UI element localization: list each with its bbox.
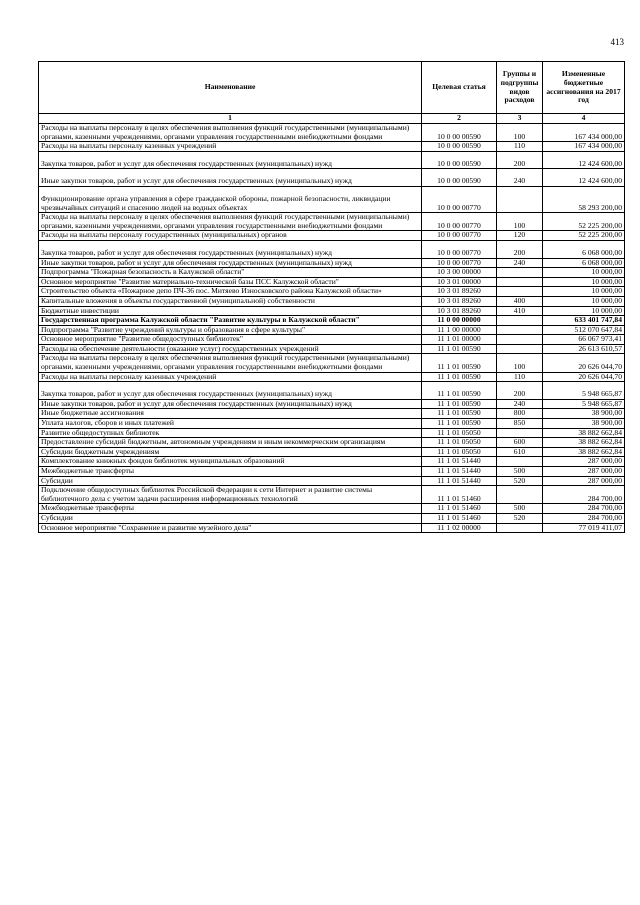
row-name: Иные закупки товаров, работ и услуг для обеспечения государственных (муниципальных) нужд	[39, 169, 422, 187]
row-name: Расходы на выплаты персоналу государственных (муниципальных) органов	[39, 231, 422, 241]
row-group: 100	[497, 354, 543, 372]
row-amount: 287 000,00	[543, 457, 625, 467]
row-amount: 5 948 665,87	[543, 399, 625, 409]
row-name: Предоставление субсидий бюджетным, автономным учреждениям и иным некоммерческим организациям	[39, 438, 422, 448]
row-amount: 5 948 665,87	[543, 382, 625, 400]
row-code: 10 0 00 00770	[422, 240, 497, 258]
row-amount: 20 626 044,70	[543, 354, 625, 372]
row-code: 10 3 01 00000	[422, 277, 497, 287]
row-code: 10 3 01 89260	[422, 296, 497, 306]
row-amount: 38 900,00	[543, 409, 625, 419]
row-code: 11 1 01 05050	[422, 428, 497, 438]
row-name: Субсидии бюджетным учреждениям	[39, 447, 422, 457]
row-code: 11 1 01 51460	[422, 486, 497, 504]
table-row	[39, 151, 625, 169]
row-code: 11 0 00 00000	[422, 316, 497, 326]
row-group: 610	[497, 447, 543, 457]
row-group: 600	[497, 438, 543, 448]
table-row	[39, 277, 625, 287]
row-group: 800	[497, 409, 543, 419]
row-code: 11 1 01 00590	[422, 382, 497, 400]
row-name: Подключение общедоступных библиотек Российской Федерации к сети Интернет и развитие системы библиотечного дела с учетом задачи расширения информационных технологий	[39, 486, 422, 504]
row-code: 11 1 01 51440	[422, 476, 497, 486]
row-code: 10 3 00 00000	[422, 268, 497, 278]
row-amount: 167 434 000,00	[543, 142, 625, 152]
row-name: Закупка товаров, работ и услуг для обеспечения государственных (муниципальных) нужд	[39, 382, 422, 400]
row-name: Развитие общедоступных библиотек	[39, 428, 422, 438]
row-code: 11 1 01 05050	[422, 438, 497, 448]
row-name: Строительство объекта «Пожарное депо ПЧ-36 пос. Митяево Износковского района Калужской области»	[39, 287, 422, 297]
row-name: Функционирование органа управления в сфере гражданской обороны, пожарной безопасности, ликвидации чрезвычайных ситуаций и спасению людей на водных объектах	[39, 186, 422, 212]
row-amount: 20 626 044,70	[543, 372, 625, 382]
table-row	[39, 504, 625, 514]
row-amount: 12 424 600,00	[543, 169, 625, 187]
table-row	[39, 296, 625, 306]
row-group	[497, 186, 543, 212]
row-name: Основное мероприятие "Развитие общедоступных библиотек"	[39, 335, 422, 345]
table-row	[39, 409, 625, 419]
row-amount: 58 293 200,00	[543, 186, 625, 212]
table-row	[39, 325, 625, 335]
row-group	[497, 523, 543, 533]
row-amount: 12 424 600,00	[543, 151, 625, 169]
row-name: Капитальные вложения в объекты государственной (муниципальной) собственности	[39, 296, 422, 306]
table-row	[39, 268, 625, 278]
row-amount: 38 900,00	[543, 419, 625, 429]
row-group	[497, 457, 543, 467]
header-name: Наименование	[39, 62, 422, 114]
row-name: Расходы на выплаты персоналу в целях обеспечения выполнения функций государственными (муниципальными) органами, казенными учреждениями, органами управления государственными внебюджетными фондами	[39, 124, 422, 142]
table-row	[39, 399, 625, 409]
row-group	[497, 486, 543, 504]
row-group: 520	[497, 513, 543, 523]
column-index: 3	[497, 114, 543, 124]
row-code: 11 1 01 00590	[422, 399, 497, 409]
row-code: 10 0 00 00590	[422, 151, 497, 169]
row-amount: 287 000,00	[543, 476, 625, 486]
table-row	[39, 316, 625, 326]
row-group: 100	[497, 213, 543, 231]
budget-table	[38, 61, 625, 533]
table-row	[39, 354, 625, 372]
row-name: Иные бюджетные ассигнования	[39, 409, 422, 419]
row-code: 10 0 00 00770	[422, 213, 497, 231]
row-name: Межбюджетные трансферты	[39, 467, 422, 477]
row-name: Государственная программа Калужской области "Развитие культуры в Калужской области"	[39, 316, 422, 326]
page-number: 413	[610, 37, 624, 47]
row-name: Расходы на выплаты персоналу в целях обеспечения выполнения функций государственными (муниципальными) органами, казенными учреждениями, органами управления государственными внебюджетными фондами	[39, 354, 422, 372]
row-amount: 10 000,00	[543, 277, 625, 287]
row-code: 11 1 01 51440	[422, 457, 497, 467]
row-code: 11 1 01 00000	[422, 335, 497, 345]
row-code: 10 0 00 00770	[422, 186, 497, 212]
row-group	[497, 428, 543, 438]
row-group: 200	[497, 382, 543, 400]
table-row	[39, 419, 625, 429]
row-name: Расходы на выплаты персоналу казенных учреждений	[39, 372, 422, 382]
table-row	[39, 447, 625, 457]
row-amount: 287 000,00	[543, 467, 625, 477]
row-group: 200	[497, 151, 543, 169]
row-name: Закупка товаров, работ и услуг для обеспечения государственных (муниципальных) нужд	[39, 151, 422, 169]
row-amount: 52 225 200,00	[543, 231, 625, 241]
row-amount: 10 000,00	[543, 268, 625, 278]
column-index-row	[39, 114, 625, 124]
row-group: 240	[497, 169, 543, 187]
row-group: 240	[497, 258, 543, 268]
row-group: 110	[497, 372, 543, 382]
table-row	[39, 142, 625, 152]
table-row	[39, 428, 625, 438]
row-amount: 52 225 200,00	[543, 213, 625, 231]
table-row	[39, 513, 625, 523]
row-group: 120	[497, 231, 543, 241]
row-code: 10 0 00 00590	[422, 142, 497, 152]
row-code: 11 1 01 51460	[422, 504, 497, 514]
row-name: Расходы на выплаты персоналу казенных учреждений	[39, 142, 422, 152]
table-row	[39, 169, 625, 187]
row-group	[497, 325, 543, 335]
row-name: Иные закупки товаров, работ и услуг для обеспечения государственных (муниципальных) нужд	[39, 258, 422, 268]
row-group: 240	[497, 399, 543, 409]
table-row	[39, 335, 625, 345]
row-amount: 633 401 747,84	[543, 316, 625, 326]
row-name: Основное мероприятие "Сохранение и развитие музейного дела"	[39, 523, 422, 533]
row-group: 410	[497, 306, 543, 316]
table-row	[39, 457, 625, 467]
row-amount: 284 700,00	[543, 513, 625, 523]
row-group	[497, 344, 543, 354]
row-amount: 167 434 000,00	[543, 124, 625, 142]
row-code: 11 1 00 00000	[422, 325, 497, 335]
row-name: Субсидии	[39, 476, 422, 486]
row-amount: 38 882 662,84	[543, 447, 625, 457]
row-amount: 26 613 610,57	[543, 344, 625, 354]
table-row	[39, 486, 625, 504]
row-group	[497, 287, 543, 297]
header-group: Группы и подгруппы видов расходов	[497, 62, 543, 114]
row-amount: 38 882 662,84	[543, 438, 625, 448]
row-group	[497, 316, 543, 326]
table-row	[39, 231, 625, 241]
row-name: Расходы на выплаты персоналу в целях обеспечения выполнения функций государственными (муниципальными) органами, казенными учреждениями, органами управления государственными внебюджетными фондами	[39, 213, 422, 231]
header-code: Целевая статья	[422, 62, 497, 114]
table-row	[39, 344, 625, 354]
column-index: 4	[543, 114, 625, 124]
row-name: Иные закупки товаров, работ и услуг для обеспечения государственных (муниципальных) нужд	[39, 399, 422, 409]
row-group: 200	[497, 240, 543, 258]
row-amount: 284 700,00	[543, 486, 625, 504]
row-amount: 38 882 662,84	[543, 428, 625, 438]
row-amount: 77 019 411,07	[543, 523, 625, 533]
table-row	[39, 438, 625, 448]
row-name: Субсидии	[39, 513, 422, 523]
row-group: 110	[497, 142, 543, 152]
table-row	[39, 523, 625, 533]
row-code: 11 1 01 00590	[422, 419, 497, 429]
row-name: Бюджетные инвестиции	[39, 306, 422, 316]
row-code: 10 0 00 00770	[422, 258, 497, 268]
row-name: Подпрограмма "Развитие учреждений культуры и образования в сфере культуры"	[39, 325, 422, 335]
row-group: 500	[497, 504, 543, 514]
row-amount: 6 068 000,00	[543, 258, 625, 268]
table-row	[39, 213, 625, 231]
row-amount: 66 067 973,41	[543, 335, 625, 345]
table-row	[39, 476, 625, 486]
table-row	[39, 240, 625, 258]
table-row	[39, 186, 625, 212]
row-code: 11 1 01 05050	[422, 447, 497, 457]
row-name: Подпрограмма "Пожарная безопасность в Калужской области"	[39, 268, 422, 278]
table-row	[39, 258, 625, 268]
row-name: Межбюджетные трансферты	[39, 504, 422, 514]
row-name: Основное мероприятие "Развитие материально-технической базы ПСС Калужской области"	[39, 277, 422, 287]
row-name: Закупка товаров, работ и услуг для обеспечения государственных (муниципальных) нужд	[39, 240, 422, 258]
table-row	[39, 306, 625, 316]
row-group: 500	[497, 467, 543, 477]
row-group: 850	[497, 419, 543, 429]
column-index: 1	[39, 114, 422, 124]
row-amount: 284 700,00	[543, 504, 625, 514]
row-group	[497, 268, 543, 278]
row-group	[497, 335, 543, 345]
row-group: 520	[497, 476, 543, 486]
header-amount: Измененные бюджетные ассигнования на 2017 год	[543, 62, 625, 114]
row-code: 11 1 01 00590	[422, 372, 497, 382]
row-code: 11 1 01 51440	[422, 467, 497, 477]
table-row	[39, 287, 625, 297]
row-code: 10 3 01 89260	[422, 287, 497, 297]
row-code: 11 1 01 00590	[422, 409, 497, 419]
column-index: 2	[422, 114, 497, 124]
row-amount: 6 068 000,00	[543, 240, 625, 258]
table-row	[39, 467, 625, 477]
row-group: 400	[497, 296, 543, 306]
row-name: Расходы на обеспечение деятельности (оказание услуг) государственных учреждений	[39, 344, 422, 354]
row-code: 10 3 01 89260	[422, 306, 497, 316]
row-name: Комплектование книжных фондов библиотек муниципальных образований	[39, 457, 422, 467]
row-amount: 512 070 647,84	[543, 325, 625, 335]
row-amount: 10 000,00	[543, 296, 625, 306]
row-code: 11 1 01 51460	[422, 513, 497, 523]
row-group	[497, 277, 543, 287]
table-row	[39, 124, 625, 142]
row-group: 100	[497, 124, 543, 142]
row-name: Уплата налогов, сборов и иных платежей	[39, 419, 422, 429]
table-row	[39, 382, 625, 400]
table-row	[39, 372, 625, 382]
row-code: 11 1 02 00000	[422, 523, 497, 533]
row-amount: 10 000,00	[543, 287, 625, 297]
row-amount: 10 000,00	[543, 306, 625, 316]
row-code: 11 1 01 00590	[422, 354, 497, 372]
row-code: 10 0 00 00590	[422, 124, 497, 142]
row-code: 10 0 00 00590	[422, 169, 497, 187]
row-code: 11 1 01 00590	[422, 344, 497, 354]
row-code: 10 0 00 00770	[422, 231, 497, 241]
